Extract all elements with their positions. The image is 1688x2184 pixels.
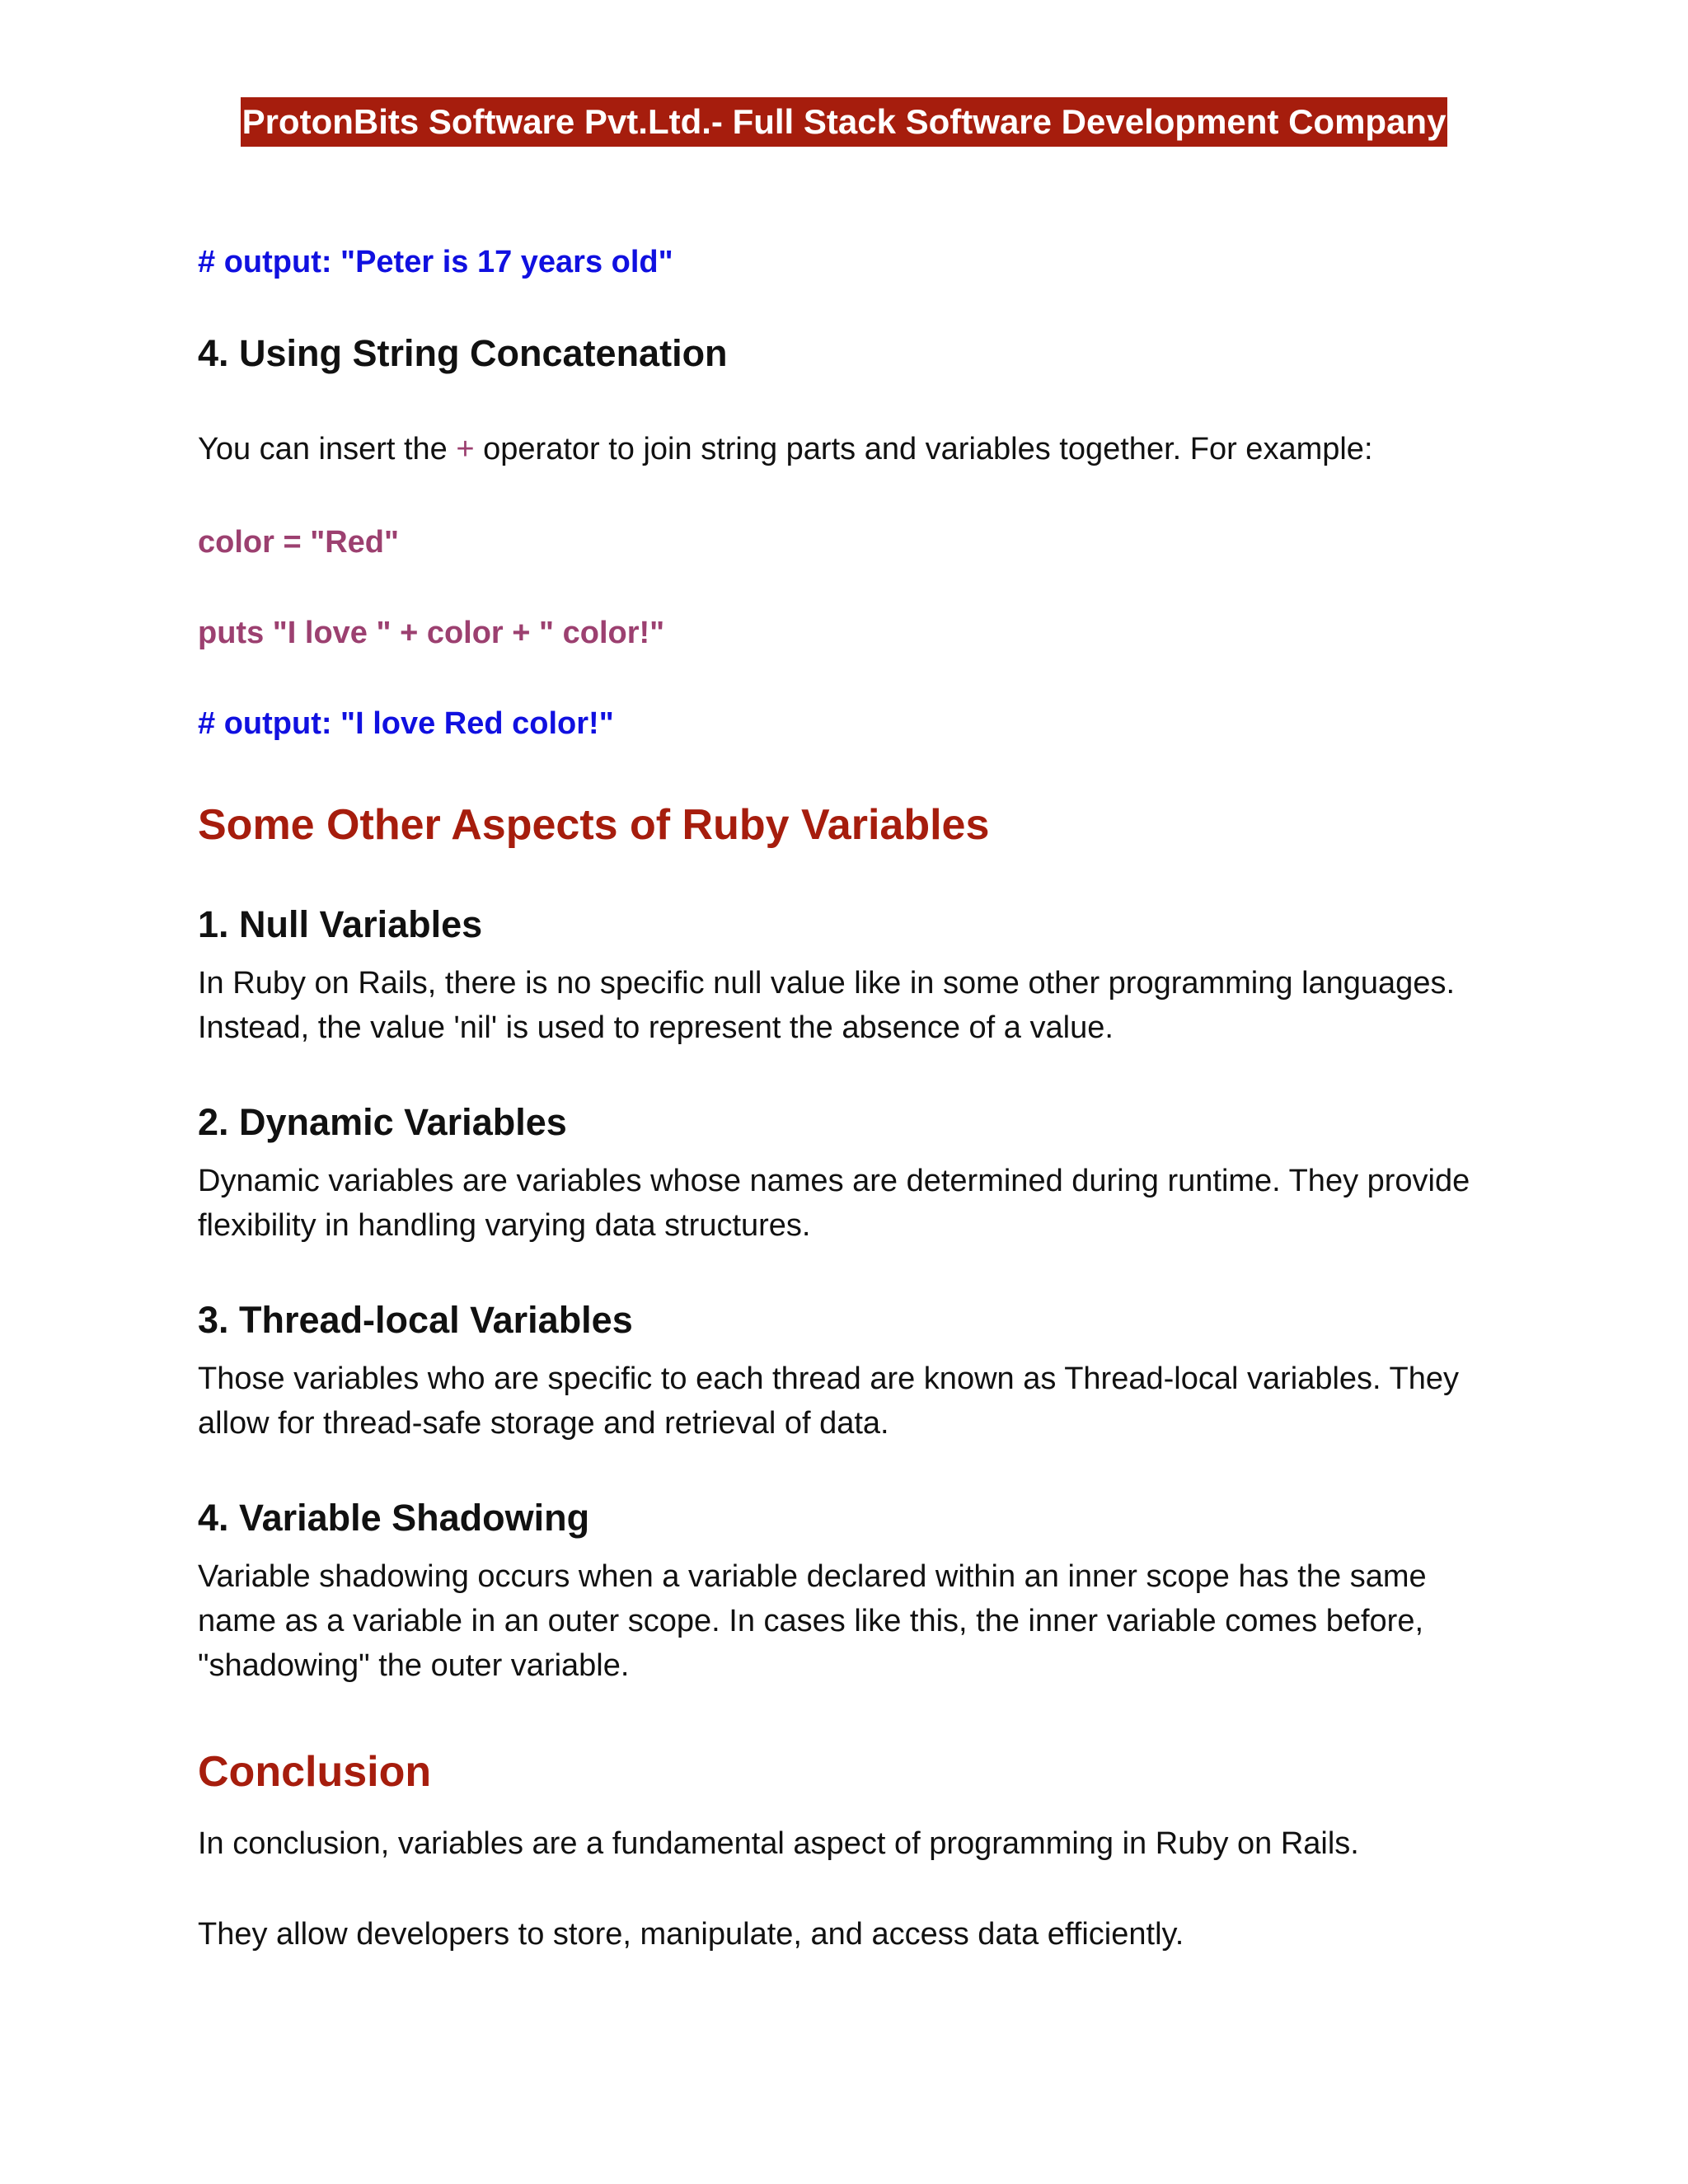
paragraph-dynamic-variables: Dynamic variables are variables whose names are determined during runtime. They provide flexibility in handling varying data structures. (198, 1164, 1470, 1243)
heading-conclusion: Conclusion (198, 1748, 432, 1796)
paragraph-thread-local-variables: Those variables who are specific to each thread are known as Thread-local variables. They allow for thread-safe storage and retrieval of data. (198, 1361, 1459, 1441)
heading-other-aspects: Some Other Aspects of Ruby Variables (198, 801, 990, 849)
plus-operator: + (456, 432, 475, 466)
company-banner: ProtonBits Software Pvt.Ltd.- Full Stack Software Development Company (241, 97, 1448, 147)
paragraph-variable-shadowing: Variable shadowing occurs when a variable declared within an inner scope has the same name as a variable in an outer scope. In cases like this, the inner variable comes before, "shadowing" the outer variable. (198, 1559, 1427, 1683)
code-output-peter: # output: "Peter is 17 years old" (198, 245, 673, 279)
header (0, 97, 1688, 147)
heading-null-variables: 1. Null Variables (198, 903, 483, 945)
code-output-love-red: # output: "I love Red color!" (198, 706, 614, 741)
heading-thread-local-variables: 3. Thread-local Variables (198, 1299, 633, 1341)
conclusion-paragraph-2: They allow developers to store, manipulate, and access data efficiently. (198, 1917, 1184, 1952)
heading-string-concatenation: 4. Using String Concatenation (198, 332, 728, 374)
heading-dynamic-variables: 2. Dynamic Variables (198, 1101, 567, 1143)
code-line-puts: puts "I love " + color + " color!" (198, 616, 665, 650)
conclusion-paragraph-1: In conclusion, variables are a fundamental aspect of programming in Ruby on Rails. (198, 1826, 1359, 1861)
intro-text-before: You can insert the (198, 432, 457, 466)
heading-variable-shadowing: 4. Variable Shadowing (198, 1497, 590, 1539)
code-line-color: color = "Red" (198, 525, 400, 560)
paragraph-null-variables: In Ruby on Rails, there is no specific null value like in some other programming languages. Instead, the value 'nil' is used to represent the absence of a value. (198, 966, 1456, 1045)
concat-intro-paragraph (198, 427, 1500, 471)
intro-text-after: operator to join string parts and variables together. For example: (474, 432, 1373, 466)
